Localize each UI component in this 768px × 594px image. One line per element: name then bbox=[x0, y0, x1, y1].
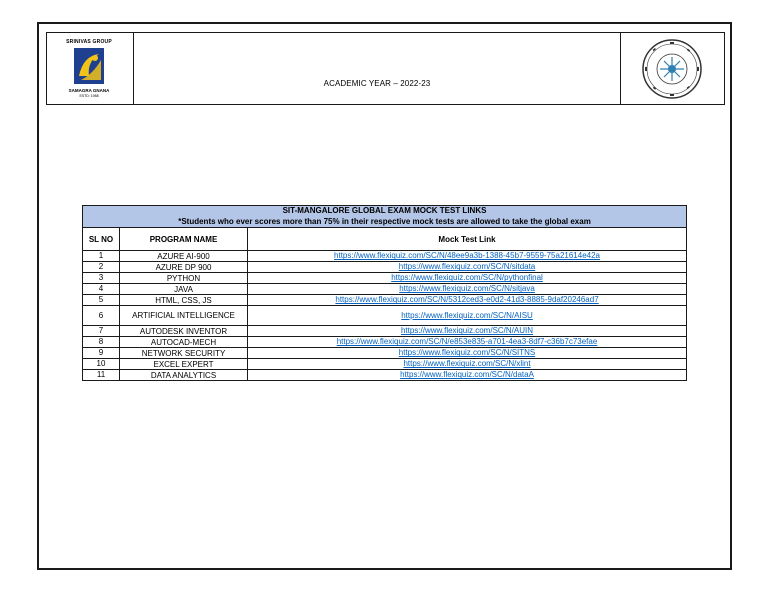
table-row bbox=[83, 251, 687, 262]
mock-test-link[interactable]: https://www.flexiquiz.com/SC/N/xlint bbox=[403, 359, 531, 369]
table-column-headers bbox=[83, 228, 687, 251]
mock-test-link[interactable]: https://www.flexiquiz.com/SC/N/pythonfinal bbox=[391, 273, 543, 283]
right-logo-cell bbox=[620, 33, 724, 104]
link-cell bbox=[248, 337, 687, 348]
mock-test-link[interactable]: https://www.flexiquiz.com/SC/N/dataA bbox=[400, 370, 534, 380]
program-name-cell: DATA ANALYTICS bbox=[120, 370, 248, 381]
table-row bbox=[83, 262, 687, 273]
sl-no-cell: 5 bbox=[83, 295, 120, 306]
table-row bbox=[83, 273, 687, 284]
program-name-cell: NETWORK SECURITY bbox=[120, 348, 248, 359]
sl-no-cell: 3 bbox=[83, 273, 120, 284]
logo-emblem-icon bbox=[73, 46, 105, 86]
logo-since-text: ESTD: 1988 bbox=[79, 94, 99, 98]
sl-no-cell: 2 bbox=[83, 262, 120, 273]
program-name-cell: AUTOCAD-MECH bbox=[120, 337, 248, 348]
sl-no-cell: 1 bbox=[83, 251, 120, 262]
table-row bbox=[83, 295, 687, 306]
header-title: ACADEMIC YEAR – 2022-23 bbox=[323, 79, 431, 88]
link-cell bbox=[248, 306, 687, 326]
mock-test-link[interactable]: https://www.flexiquiz.com/SC/N/SITNS bbox=[398, 348, 536, 358]
sl-no-cell: 6 bbox=[83, 306, 120, 326]
program-name-cell: JAVA bbox=[120, 284, 248, 295]
table-row bbox=[83, 337, 687, 348]
sl-no-cell: 4 bbox=[83, 284, 120, 295]
link-cell bbox=[248, 359, 687, 370]
program-name-cell: ARTIFICIAL INTELLIGENCE bbox=[120, 306, 248, 326]
mock-test-link[interactable]: https://www.flexiquiz.com/SC/N/sitjava bbox=[399, 284, 535, 294]
mock-test-link[interactable]: https://www.flexiquiz.com/SC/N/sitdata bbox=[398, 262, 536, 272]
program-name-cell: HTML, CSS, JS bbox=[120, 295, 248, 306]
program-name-cell: AZURE AI-900 bbox=[120, 251, 248, 262]
link-cell bbox=[248, 295, 687, 306]
link-cell bbox=[248, 370, 687, 381]
column-header-program-name: PROGRAM NAME bbox=[120, 228, 248, 251]
document-header bbox=[46, 32, 725, 105]
sl-no-cell: 7 bbox=[83, 326, 120, 337]
link-cell bbox=[248, 326, 687, 337]
program-name-cell: AZURE DP 900 bbox=[120, 262, 248, 273]
sl-no-cell: 9 bbox=[83, 348, 120, 359]
logo-top-text: SRINIVAS GROUP bbox=[66, 39, 112, 45]
srinivas-group-logo-icon bbox=[59, 39, 119, 99]
logo-bottom-text: SAMAGRA GNANA bbox=[68, 88, 110, 93]
program-name-cell: AUTODESK INVENTOR bbox=[120, 326, 248, 337]
left-logo-cell bbox=[47, 33, 134, 104]
mock-test-link[interactable]: https://www.flexiquiz.com/SC/N/AUIN bbox=[400, 326, 534, 336]
table-row bbox=[83, 326, 687, 337]
column-header-mock-test-link: Mock Test Link bbox=[248, 228, 687, 251]
table-title: SIT-MANGALORE GLOBAL EXAM MOCK TEST LINKS bbox=[83, 206, 687, 217]
link-cell bbox=[248, 262, 687, 273]
sl-no-cell: 10 bbox=[83, 359, 120, 370]
mock-test-link[interactable]: https://www.flexiquiz.com/SC/N/48ee9a3b-1388-45b7-9559-75a21614e42a bbox=[334, 251, 600, 261]
academic-solutions-seal-icon bbox=[641, 38, 703, 100]
table-row bbox=[83, 359, 687, 370]
link-cell bbox=[248, 273, 687, 284]
mock-test-table bbox=[82, 205, 687, 381]
table-row bbox=[83, 370, 687, 381]
table-note: *Students who ever scores more than 75% in their respective mock tests are allowed to take the global exam bbox=[83, 216, 687, 228]
link-cell bbox=[248, 348, 687, 359]
sl-no-cell: 8 bbox=[83, 337, 120, 348]
program-name-cell: PYTHON bbox=[120, 273, 248, 284]
mock-test-link[interactable]: https://www.flexiquiz.com/SC/N/AISU bbox=[401, 310, 533, 320]
table-row bbox=[83, 306, 687, 326]
program-name-cell: EXCEL EXPERT bbox=[120, 359, 248, 370]
link-cell bbox=[248, 284, 687, 295]
table-row bbox=[83, 284, 687, 295]
sl-no-cell: 11 bbox=[83, 370, 120, 381]
link-cell bbox=[248, 251, 687, 262]
table-note-row bbox=[83, 216, 687, 228]
mock-test-link[interactable]: https://www.flexiquiz.com/SC/N/5312ced3-e0d2-41d3-8885-9daf20246ad7 bbox=[335, 295, 599, 305]
table-title-row bbox=[83, 206, 687, 217]
mock-test-link[interactable]: https://www.flexiquiz.com/SC/N/e853e835-a701-4ea3-8df7-c36b7c73efae bbox=[336, 337, 598, 347]
column-header-sl-no: SL NO bbox=[83, 228, 120, 251]
table-row bbox=[83, 348, 687, 359]
